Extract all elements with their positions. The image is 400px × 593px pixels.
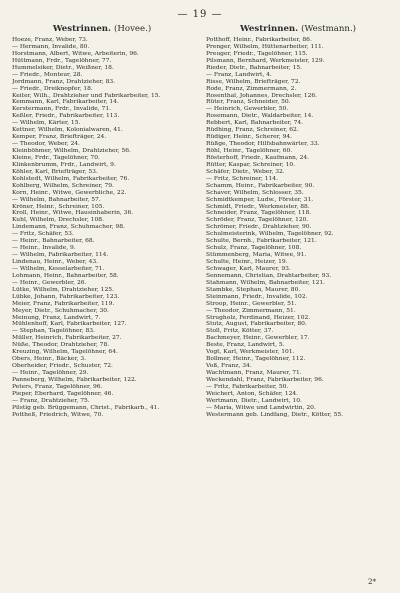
directory-entry: Weichert, Anton, Schäfer, 124. <box>206 390 299 397</box>
directory-entry: Kemmann, Karl, Fabrikarbeiter, 14. <box>12 99 119 106</box>
directory-entry: Schulte, Heinr., Heizer, 19. <box>206 259 288 265</box>
directory-entry: — Stephan, Tagelöhner, 83. <box>12 328 95 335</box>
directory-entry: Stambke, Stephan, Maurer, 80. <box>206 286 301 293</box>
directory-entry: Müller, Heinrich, Fabrikarbeiter, 27. <box>12 335 122 342</box>
directory-entry: — Heinr., Bahnarbeiter, 68. <box>12 238 95 245</box>
directory-entry: Schneider, Franz, Tagelöhner, 118. <box>206 210 312 217</box>
directory-entry: — Hermann, Invalide, 80. <box>12 43 90 50</box>
directory-entry: Schäfer, Dietr., Weber, 32. <box>206 168 285 175</box>
directory-entry: Rode, Franz, Zimmermann, 2. <box>206 85 297 92</box>
left-header-title: Westrinnen. <box>52 24 112 34</box>
right-header-sub: (Westmann.) <box>301 24 357 34</box>
directory-entry: Schulmeisterink, Wilhelm, Tagelöhner, 92. <box>206 231 334 238</box>
directory-entry: Schrömer, Friedr., Drahtzieher, 90. <box>206 224 312 231</box>
directory-entry: — Maria, Witwe und Landwirtin, 20. <box>206 404 316 411</box>
left-entry-list <box>12 37 192 419</box>
directory-entry: Klinkenbrumm, Frdr., Landwirt, 9. <box>12 161 116 168</box>
left-column <box>12 24 192 419</box>
directory-entry: Panneberg, Wilhelm, Fabrikarbeiter, 122. <box>12 376 137 383</box>
directory-entry: Kettner, Wilhelm, Kolonialwaren, 41. <box>12 127 123 134</box>
directory-entry: Rosemann, Dietr., Waldarbeiter, 14. <box>206 113 314 120</box>
directory-entry: Kerstermann, Frdr., Invalide, 71. <box>12 106 112 113</box>
directory-entry: Schmidt, Friedr., Werkmeister, 88. <box>206 203 310 210</box>
directory-entry: Rüßge, Theodor, Hilfsbahnwärter, 33. <box>206 141 320 148</box>
directory-entry: Beste, Franz, Landwirt, 5. <box>206 342 285 349</box>
directory-entry: Voß, Franz, 34. <box>206 363 252 370</box>
left-header-sub: (Hovee.) <box>114 24 152 34</box>
directory-entry: Prenger, Wilhelm, Hüttenarbeiter, 111. <box>206 43 324 50</box>
right-column-header <box>206 24 390 34</box>
directory-entry: Weckendahl, Franz, Fabrikarbeiter, 96. <box>206 376 324 383</box>
directory-entry: — Wilhelm, Bahnarbeiter, 57. <box>12 196 101 203</box>
directory-entry: Oberheider, Friedr., Schuster, 72. <box>12 363 113 370</box>
directory-entry: Rüdhing, Franz, Schreiner, 62. <box>206 127 299 134</box>
directory-entry: — Franz, Landwirt, 4. <box>206 71 272 78</box>
directory-entry: Kleine, Frdr., Tagelöhner, 70. <box>12 154 100 161</box>
directory-entry: — Theodor, Weber, 24. <box>12 141 80 148</box>
directory-entry: Schröder, Franz, Tagelöhner, 120. <box>206 217 309 224</box>
directory-entry: Pieper, Eberhard, Tagelöhner, 46. <box>12 390 114 397</box>
directory-entry: Hummelsiker, Dietr., Weißner, 18. <box>12 64 114 71</box>
right-header-title: Westrinnen. <box>239 24 299 34</box>
directory-entry: Kreuzing, Wilhelm, Tagelöhner, 64. <box>12 349 118 356</box>
directory-entry: — Theodor, Zimmermann, 51. <box>206 307 296 314</box>
directory-entry: — Fritz, Fabrikarbeiter, 50. <box>206 383 289 390</box>
directory-entry: Rösterhoff, Friedr., Kaufmann, 24. <box>206 154 310 161</box>
directory-entry: Potthoff, Heinr., Fabrikarbeiter, 86. <box>206 37 312 43</box>
directory-entry: Köhler, Karl, Briefträger, 53. <box>12 168 98 175</box>
directory-entry: Lübke, Johann, Fabrikarbeiter, 123. <box>12 293 120 300</box>
directory-entry: Hüttmann, Frdr., Tagelöhner, 77. <box>12 57 112 64</box>
directory-entry: Lindenau, Heinr., Weber, 43. <box>12 259 99 265</box>
directory-entry: Lindemann, Franz, Schuhmacher, 98. <box>12 224 125 231</box>
directory-entry: Lütke, Wilhelm, Drahtzieher, 125. <box>12 286 114 293</box>
directory-entry: Kemper, Franz, Briefträger, 24. <box>12 134 107 141</box>
directory-entry: Kuhl, Wilhelm, Drechsler, 108. <box>12 217 104 224</box>
directory-entry: Rüdiger, Heinr., Scherer, 94. <box>206 134 293 141</box>
directory-entry: Röhl, Heinr., Tagelöhner, 60. <box>206 148 293 154</box>
directory-entry: Schulz, Franz, Tagelöhner, 108. <box>206 245 302 252</box>
directory-entry: — Wilhelm, Kärter, 15. <box>12 120 81 127</box>
directory-entry: Westermann geb. Lindfang, Dietr., Kötter, 55. <box>206 411 344 418</box>
directory-entry: — Heinr., Invalide, 9. <box>12 245 76 252</box>
directory-entry: Wachtmann, Franz, Maurer, 71. <box>206 370 302 376</box>
directory-entry: Rüter, Franz, Schneider, 50. <box>206 99 291 106</box>
directory-entry: — Heinr., Tagelöhner, 29. <box>12 370 89 376</box>
directory-entry: Kleinböhmer, Wilhelm, Drahtzieher, 56. <box>12 148 131 154</box>
right-entry-list <box>206 37 390 419</box>
directory-entry: Kohlberg, Wilhelm, Schreiner, 79. <box>12 182 114 189</box>
directory-entry: Schmidtkemper, Ludw., Förster, 31. <box>206 196 314 203</box>
directory-entry: Meyer, Dietr., Schuhmacher, 30. <box>12 307 109 314</box>
directory-entry: Meinung, Franz, Landwirt, 7. <box>12 314 101 321</box>
directory-entry: Rütter, Kaspar, Schreiner, 10. <box>206 161 296 168</box>
signature-mark: 2* <box>368 578 376 586</box>
directory-entry: — Friedr., Monteur, 28. <box>12 71 83 78</box>
directory-entry: Stoll, Fritz, Kötter, 37. <box>206 328 274 335</box>
directory-entry: Lohmann, Heinr., Bahnarbeiter, 58. <box>12 272 119 279</box>
directory-entry: Steinmann, Friedr., Invalide, 102. <box>206 293 308 300</box>
directory-entry: Bachmeyer, Heinr., Gewerbler, 17. <box>206 335 310 342</box>
directory-entry: Sennemann, Christian, Drahtarbeiter, 93. <box>206 272 332 279</box>
directory-entry: Vogt, Karl, Werkmeister, 101. <box>206 349 295 356</box>
directory-entry: Korn, Heinr., Witwe, Gewerbliche, 22. <box>12 189 127 196</box>
directory-entry: Stroop, Heinr., Gewerbler, 51. <box>206 300 297 307</box>
directory-entry: Mühlenhoff, Karl, Fabrikarbeiter, 127. <box>12 321 127 328</box>
directory-entry: — Friedr., Dreiknopfer, 18. <box>12 85 93 92</box>
directory-entry: Rebbert, Karl, Bahnarbeiter, 74. <box>206 120 304 127</box>
directory-entry: Kröner, Heinr., Schreiner, 105. <box>12 203 105 210</box>
directory-entry: — Franz, Drahtzieher, 75. <box>12 397 90 404</box>
directory-entry: Nüße, Theodor, Drahtzieher, 78. <box>12 342 110 349</box>
directory-entry: Rieder, Dietr., Bahnarbeiter, 15. <box>206 64 303 71</box>
directory-entry: Strugholz, Ferdinand, Heizer, 102. <box>206 314 311 321</box>
directory-entry: Keßler, Friedr., Fabrikarbeiter, 113. <box>12 113 120 120</box>
directory-entry: Keiter, Wilh., Drahtzieher und Fabrikarbeiter, 15. <box>12 92 161 99</box>
directory-entry: Schulte, Bernh., Fabrikarbeiter, 121. <box>206 238 317 245</box>
directory-entry: Jordmann, Franz, Drahtzieher, 83. <box>12 78 116 85</box>
directory-entry: Stutz, August, Fabrikarbeiter, 80. <box>206 321 307 328</box>
left-column-header <box>12 24 192 34</box>
directory-entry: Peters, Franz, Tagelöhner, 96. <box>12 383 103 390</box>
directory-entry: — Heinr., Gewerbler, 26. <box>12 279 87 286</box>
directory-entry: Stahmann, Wilhelm, Bahnarbeiter, 121. <box>206 279 326 286</box>
directory-entry: — Wilhelm, Kesselarbeiter, 71. <box>12 265 105 272</box>
directory-entry: Pottheß, Friedrich, Witwe, 70. <box>12 411 104 418</box>
directory-entry: Schaver, Wilhelm, Schlosser, 35. <box>206 189 304 196</box>
directory-entry: Bollmer, Heinr., Tagelöhner, 112. <box>206 356 306 363</box>
directory-entry: Kroll, Heinr., Witwe, Hausinhaberin, 36. <box>12 210 134 217</box>
directory-entry: Stümmenberg, Maria, Witwe, 91. <box>206 252 307 259</box>
directory-entry: — Fritz, Schäfer, 53. <box>12 231 74 238</box>
directory-entry: Obers, Heinr., Bäcker, 3. <box>12 356 87 363</box>
directory-entry: Horstmann, Albert, Witwe, Arbeiterin, 96. <box>12 50 139 57</box>
directory-entry: Pilsmann, Bernhard, Werkmeister, 129. <box>206 57 325 64</box>
directory-entry: Preuger, Friedr., Tagelöhner, 115. <box>206 50 308 57</box>
directory-entry: — Wilhelm, Fabrikarbeiter, 114. <box>12 252 109 259</box>
directory-entry: Meier, Franz, Fabrikarbeiter, 119. <box>12 300 115 307</box>
right-column <box>206 24 390 419</box>
directory-entry: Schamm, Heinr., Fabrikarbeiter, 90. <box>206 182 315 189</box>
directory-entry: Kohlstedt, Wilhelm, Fabrikarbeiter, 76. <box>12 175 130 182</box>
directory-entry: Rosenthal, Johannes, Drechsler, 126. <box>206 92 318 99</box>
directory-entry: — Heinrich, Gewerbler, 50. <box>206 106 289 113</box>
directory-entry: Risse, Wilhelm, Briefträger, 72. <box>206 78 301 85</box>
directory-entry: Pilstig geb. Brüggemann, Christ., Fabrikarb., 41. <box>12 404 160 411</box>
page-number: — 19 — <box>177 9 223 20</box>
directory-entry: Schwager, Karl, Maurer, 93. <box>206 265 291 272</box>
directory-entry: — Fritz, Schreiner, 114. <box>206 175 278 182</box>
directory-entry: Wertmann, Dietr., Landwirt, 10. <box>206 397 302 404</box>
directory-entry: Hoeze, Franz, Weber, 73. <box>12 37 88 43</box>
